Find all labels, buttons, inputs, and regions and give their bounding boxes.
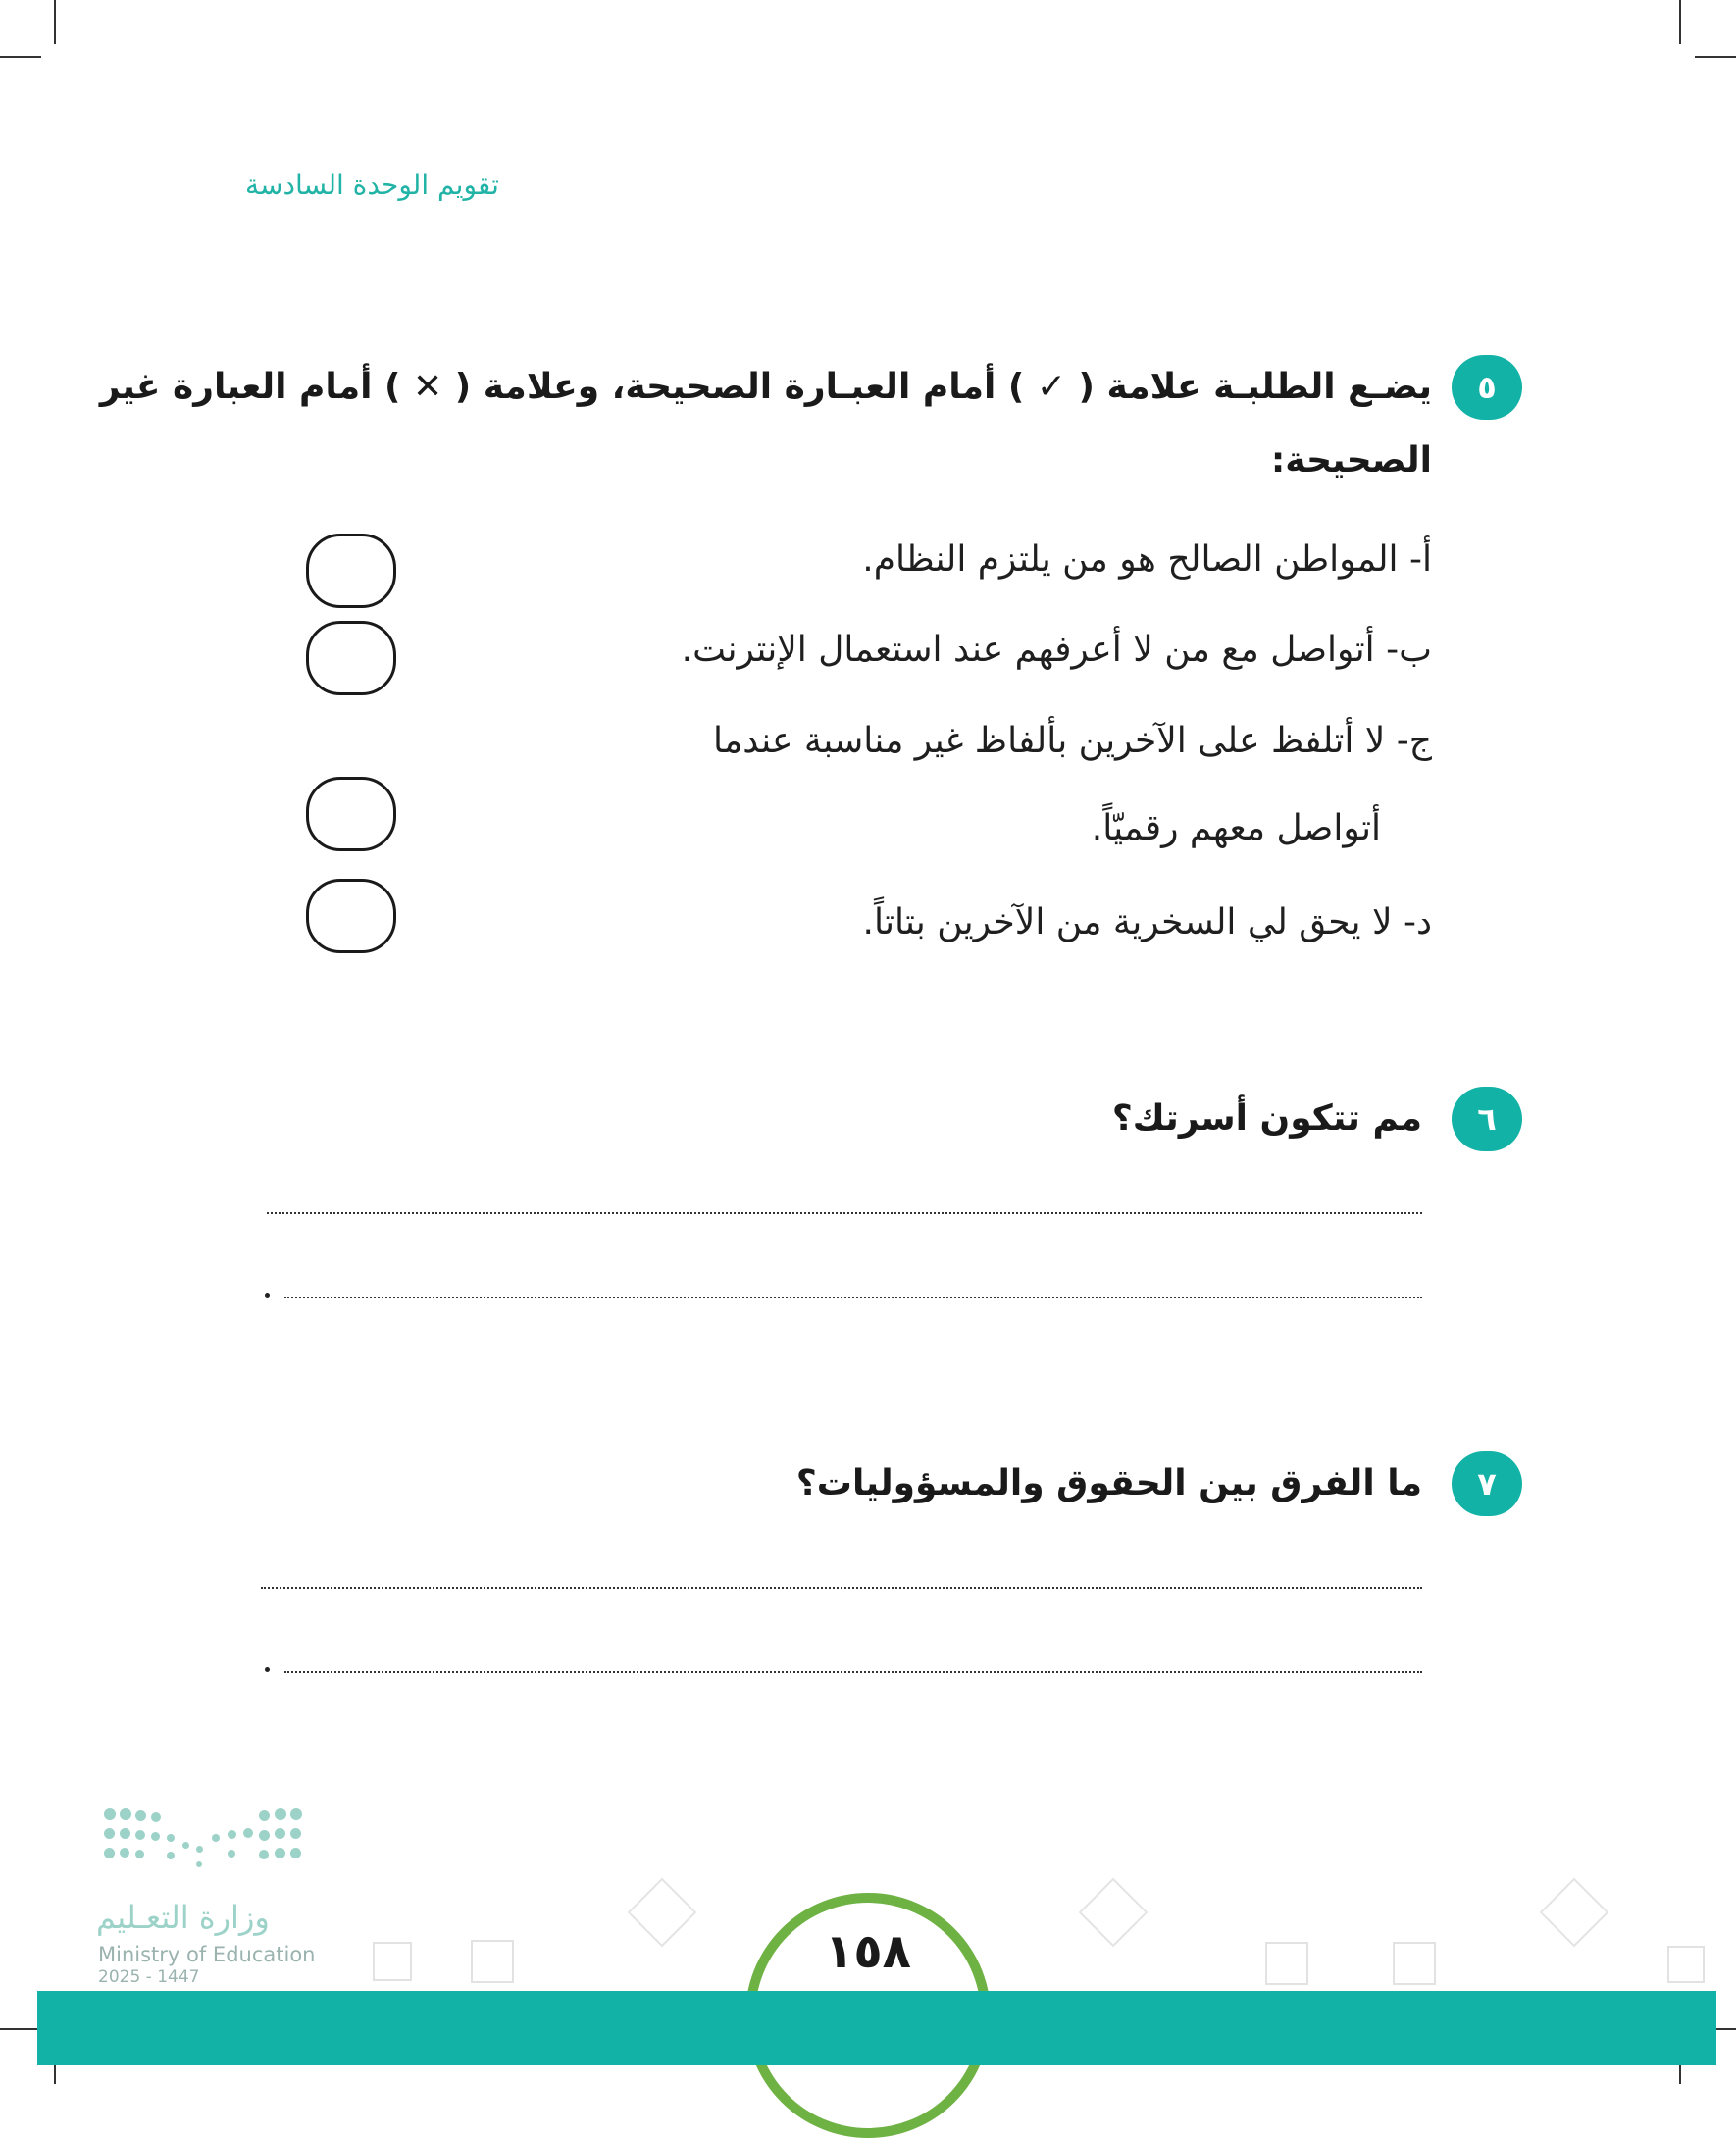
footer-pattern (1393, 1942, 1436, 1985)
answer-box-d[interactable] (306, 879, 396, 953)
question-text: يضـع الطلبـة علامة ( ✓ ) أمام العبـارة الصحيحة، وعلامة ( ✕ ) أمام العبارة غير (99, 367, 1432, 407)
question-number-badge: ٦ (1452, 1087, 1522, 1151)
ministry-name-english: Ministry of Education (98, 1943, 316, 1966)
answer-box-a[interactable] (306, 534, 396, 608)
footer-pattern (1079, 1878, 1149, 1948)
edition-year: 2025 - 1447 (98, 1967, 200, 1987)
statement-c: ج- لا أتلفظ على الآخرين بألفاظ غير مناسبة عندما (712, 721, 1432, 761)
ministry-name-arabic: وزارة التعـليم (96, 1899, 270, 1936)
crop-mark (1695, 56, 1736, 58)
footer-band-overlay (37, 1991, 1716, 2065)
statement-a: أ- المواطن الصالح هو من يلتزم النظام. (862, 539, 1432, 580)
crop-mark (0, 56, 41, 58)
crop-mark (54, 0, 56, 44)
answer-line[interactable] (284, 1671, 1422, 1673)
footer-pattern (373, 1942, 412, 1981)
answer-line[interactable] (284, 1297, 1422, 1298)
answer-line[interactable] (261, 1587, 1422, 1589)
footer-pattern (1667, 1946, 1705, 1983)
answer-box-b[interactable] (306, 621, 396, 695)
footer-pattern (1540, 1878, 1609, 1948)
page-number: ١٥٨ (825, 1924, 911, 1979)
question-text-continued: الصحيحة: (1270, 440, 1432, 481)
statement-d: د- لا يحق لي السخرية من الآخرين بتاتاً. (862, 902, 1432, 942)
answer-line-end (265, 1293, 270, 1298)
statement-b: ب- أتواصل مع من لا أعرفهم عند استعمال الإنترنت. (681, 630, 1432, 670)
answer-line[interactable] (267, 1212, 1422, 1214)
footer-pattern (1265, 1942, 1308, 1985)
question-text: ما الفرق بين الحقوق والمسؤوليات؟ (795, 1463, 1422, 1503)
crop-mark (0, 2028, 41, 2030)
answer-box-c[interactable] (306, 777, 396, 851)
crop-mark (1679, 0, 1681, 44)
footer-pattern (628, 1878, 697, 1948)
question-text: مم تتكون أسرتك؟ (1111, 1098, 1422, 1139)
answer-line-end (265, 1667, 270, 1672)
unit-title: تقويم الوحدة السادسة (245, 169, 499, 201)
statement-c-continued: أتواصل معهم رقميّاً. (1091, 808, 1381, 848)
question-number-badge: ٥ (1452, 355, 1522, 420)
footer-pattern (471, 1940, 514, 1983)
question-number-badge: ٧ (1452, 1451, 1522, 1516)
